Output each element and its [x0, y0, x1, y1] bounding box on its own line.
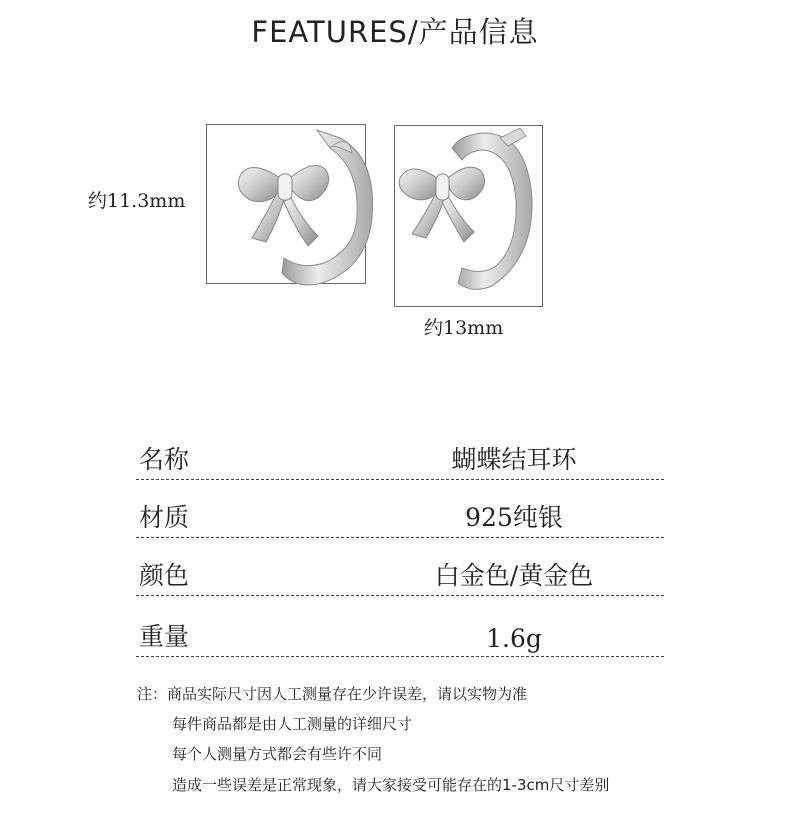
spec-value: 蝴蝶结耳环	[451, 445, 577, 474]
bow-earring-image-left	[222, 118, 392, 293]
spec-key: 材质	[139, 503, 190, 532]
divider	[136, 595, 664, 596]
note-line: 注：商品实际尺寸因人工测量存在少许误差，请以实物为准	[137, 685, 528, 703]
spec-row-weight	[136, 599, 664, 657]
height-dimension-label: 约11.3mm	[88, 190, 186, 212]
spec-value: 白金色/黄金色	[434, 561, 594, 590]
width-dimension-label: 约13mm	[424, 317, 504, 339]
spec-row-name	[136, 422, 664, 480]
spec-key: 重量	[139, 622, 190, 651]
spec-key: 颜色	[139, 561, 190, 590]
page-title: FEATURES/产品信息	[251, 15, 539, 49]
spec-value: 1.6g	[486, 624, 542, 653]
spec-value: 925纯银	[465, 503, 563, 532]
note-line: 每个人测量方式都会有些许不同	[172, 745, 383, 763]
note-line: 造成一些误差是正常现象，请大家接受可能存在的1-3cm尺寸差别	[172, 776, 610, 794]
spec-row-color	[136, 538, 664, 596]
spec-row-material	[136, 480, 664, 538]
note-line: 每件商品都是由人工测量的详细尺寸	[172, 715, 413, 733]
spec-key: 名称	[139, 445, 190, 474]
divider	[136, 656, 664, 657]
bow-earring-image-right	[392, 118, 552, 298]
